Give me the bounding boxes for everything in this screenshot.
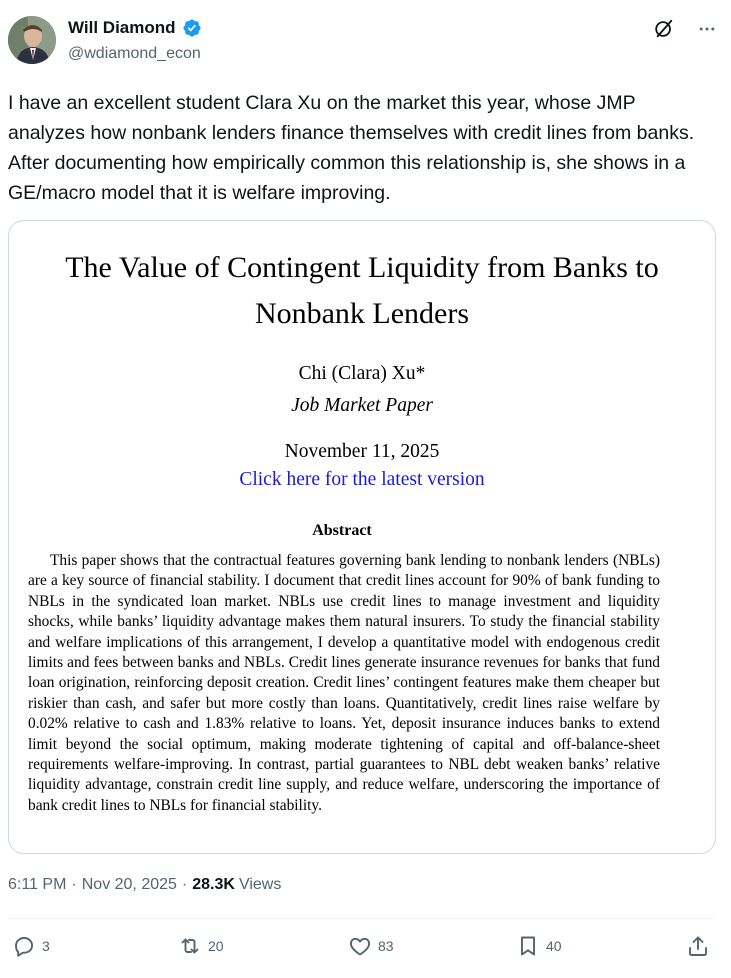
share-button[interactable] <box>686 934 710 958</box>
bookmark-icon <box>516 934 540 958</box>
avatar[interactable] <box>8 16 56 64</box>
tweet-meta <box>8 876 281 894</box>
repost-icon <box>178 934 202 958</box>
like-icon <box>348 934 372 958</box>
repost-button[interactable] <box>178 934 224 958</box>
more-icon[interactable] <box>697 19 717 39</box>
paper-latest-version-link[interactable]: Click here for the latest version <box>239 469 485 490</box>
like-button[interactable] <box>348 934 394 958</box>
abstract-body: This paper shows that the contractual features governing bank lending to nonbank lenders (NBLs) are a key source of financial stability. I document that credit lines account for 90% of bank funding to NBLs in the syndicated loan market. NBLs use credit lines to manage investment and liquidity shocks, while banks’ liquidity advantage makes them natural insurers. To study the financial stability and welfare implications of this arrangement, I develop a quantitative model with endogenous credit limits and fees between banks and NBLs. Credit lines generate insurance revenues for banks that fund loan origination, reinforcing deposit creation. Credit lines’ contingent features make them cheaper but riskier than cash, and safer but more costly than loans. Quantitatively, credit lines raise welfare by 0.02% relative to cash and 1.83% relative to loans. Yet, deposit insurance induces banks to extend limit beyond the social optimum, making moderate tightening of capital and off-balance-sheet requirements welfare-improving. In contrast, partial guarantees to NBL debt weaken banks’ relative liquidity advantage, constrain credit line supply, and reduce welfare, underscoring the importance of bank credit lines to NBLs for financial stability. <box>28 552 660 814</box>
paper-title: The Value of Contingent Liquidity from Banks to Nonbank Lenders <box>65 251 659 330</box>
views-label: Views <box>238 876 282 893</box>
author-name-row[interactable] <box>68 18 202 38</box>
meta-separator: · <box>71 876 77 893</box>
tweet-date[interactable]: Nov 20, 2025 <box>81 876 177 893</box>
bookmark-count: 40 <box>546 938 562 954</box>
reply-button[interactable] <box>12 934 50 958</box>
like-count: 83 <box>378 938 394 954</box>
views-count: 28.3K <box>192 876 235 893</box>
author-handle[interactable]: @wdiamond_econ <box>68 45 201 62</box>
action-bar <box>0 934 731 968</box>
reply-count: 3 <box>42 938 50 954</box>
repost-count: 20 <box>208 938 224 954</box>
bookmark-button[interactable] <box>516 934 562 958</box>
tweet-header <box>0 0 731 80</box>
grok-icon[interactable] <box>653 18 675 40</box>
divider <box>8 918 714 919</box>
paper-subtitle: Job Market Paper <box>291 395 433 416</box>
tweet-text: I have an excellent student Clara Xu on the market this year, whose JMP analyzes how nonbank lenders finance themselves with credit lines from banks. After documenting how empirically common this relationship is, she shows in a GE/macro model that it is welfare improving. <box>8 92 695 204</box>
paper-author: Chi (Clara) Xu* <box>298 363 426 384</box>
share-icon <box>686 934 710 958</box>
paper-date: November 11, 2025 <box>284 441 440 462</box>
author-name[interactable]: Will Diamond <box>68 18 176 37</box>
reply-icon <box>12 934 36 958</box>
tweet-top-actions <box>653 18 717 40</box>
meta-separator: · <box>181 876 188 893</box>
abstract-heading: Abstract <box>312 522 372 539</box>
tweet-media-image[interactable] <box>8 220 716 854</box>
verified-badge-icon <box>182 18 202 38</box>
tweet-time[interactable]: 6:11 PM <box>8 876 67 893</box>
